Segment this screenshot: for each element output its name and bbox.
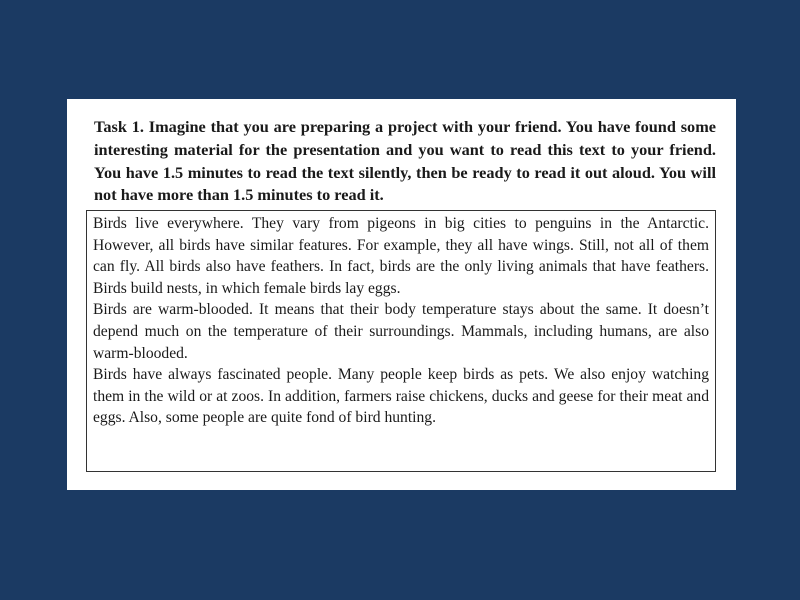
paragraph: Birds live everywhere. They vary from pigeons in big cities to penguins in the Antarctic. However, all birds have similar features. For example, they all have wings. Still, not all of them can fly. All birds also have feathers. In fact, birds are the only living animals that have feathers. Birds build nests, in which female birds lay eggs. bbox=[93, 215, 709, 297]
task-card bbox=[67, 99, 736, 490]
reading-text-box bbox=[86, 210, 716, 472]
paragraph: Birds have always fascinated people. Many people keep birds as pets. We also enjoy watching them in the wild or at zoos. In addition, farmers raise chickens, ducks and geese for their meat and eggs. Also, some people are quite fond of bird hunting. bbox=[93, 366, 709, 427]
paragraph: Birds are warm-blooded. It means that their body temperature stays about the same. It doesn’t depend much on the temperature of their surroundings. Mammals, including humans, are also warm-blooded. bbox=[93, 301, 709, 362]
task-heading: Task 1. Imagine that you are preparing a project with your friend. You have found some interesting material for the presentation and you want to read this text to your friend. You have 1.5 minutes to read the text silently, then be ready to read it out aloud. You will not have more than 1.5 minutes to read it. bbox=[94, 117, 716, 205]
